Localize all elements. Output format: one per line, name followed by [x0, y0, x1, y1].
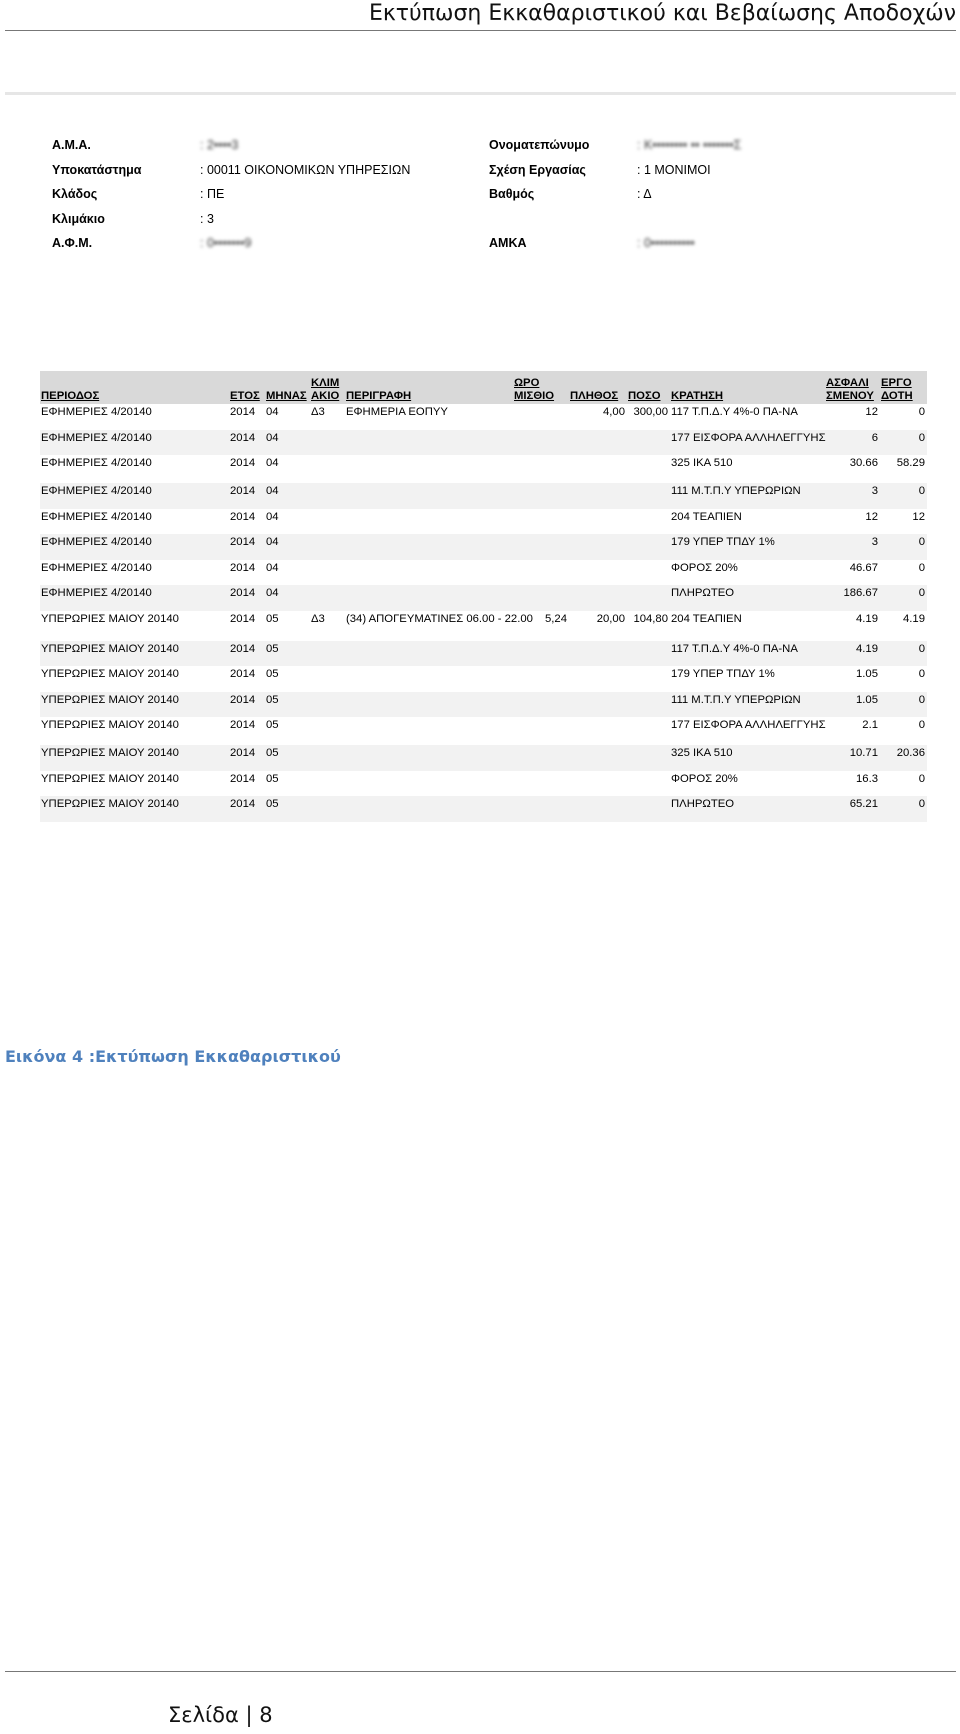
cell-hourly [513, 483, 569, 509]
cell-hourly [513, 692, 569, 718]
screenshot-top-edge [5, 92, 956, 95]
cell-deduction: 179 ΥΠΕΡ ΤΠΔΥ 1% [671, 668, 775, 680]
footer-divider [5, 1671, 956, 1672]
ama-value: : 2••••3 [200, 138, 239, 152]
cell-hourly [513, 641, 569, 667]
cell-period: ΥΠΕΡΩΡΙΕΣ ΜΑΙΟΥ 20140 [41, 668, 179, 680]
cell-insured: 2.1 [862, 719, 878, 731]
cell-period: ΕΦΗΜΕΡΙΕΣ 4/20140 [41, 406, 152, 418]
cell-employer: 20.36 [896, 747, 925, 759]
cell-amount [627, 692, 670, 718]
cell-month: 05 [266, 612, 279, 625]
info-row-ama [52, 138, 932, 163]
table-row [40, 483, 927, 509]
cell-grade [310, 717, 345, 745]
cell-grade [310, 692, 345, 718]
step-label: Κλιμάκιο [52, 211, 105, 226]
cell-hourly [513, 771, 569, 797]
col-header-deduction: ΚΡΑΤΗΣΗ [671, 390, 724, 402]
table-row [40, 430, 927, 456]
cell-month: 04 [266, 485, 279, 497]
cell-insured: 6 [871, 431, 878, 444]
cell-year: 2014 [230, 772, 256, 785]
cell-grade [310, 771, 345, 797]
cell-year: 2014 [230, 510, 256, 523]
cell-hourly [513, 455, 569, 483]
cell-month: 04 [266, 431, 279, 444]
cell-period: ΥΠΕΡΩΡΙΕΣ ΜΑΙΟΥ 20140 [41, 798, 179, 810]
table-row [40, 611, 927, 641]
cell-deduction: 204 ΤΕΑΠΙΕΝ [671, 612, 742, 625]
cell-amount: 300,00 [633, 406, 668, 418]
cell-employer: 0 [918, 561, 925, 574]
cell-month: 04 [266, 561, 279, 574]
info-row-sector [52, 187, 932, 212]
cell-grade [310, 534, 345, 560]
cell-amount [627, 796, 670, 822]
cell-deduction: ΠΛΗΡΩΤΕΟ [671, 798, 735, 810]
cell-amount [627, 641, 670, 667]
cell-hourly [513, 796, 569, 822]
cell-period: ΕΦΗΜΕΡΙΕΣ 4/20140 [41, 485, 152, 497]
cell-year: 2014 [230, 561, 256, 574]
cell-year: 2014 [230, 719, 256, 731]
cell-year: 2014 [230, 485, 256, 497]
cell-grade: Δ3 [311, 612, 325, 625]
cell-deduction: ΦΟΡΟΣ 20% [671, 772, 738, 785]
cell-hourly [513, 666, 569, 692]
cell-employer: 58.29 [896, 457, 925, 469]
col-header-description: ΠΕΡΙΓΡΑΦΗ [346, 390, 412, 402]
cell-grade [310, 509, 345, 535]
cell-year: 2014 [230, 536, 256, 548]
cell-grade [310, 430, 345, 456]
header-divider [5, 30, 956, 31]
amka-label: ΑΜΚΑ [489, 236, 527, 250]
cell-employer: 0 [918, 772, 925, 785]
cell-amount [627, 509, 670, 535]
cell-description [345, 585, 513, 611]
cell-quantity [569, 585, 627, 611]
table-header-row [40, 371, 927, 404]
cell-employer: 0 [918, 431, 925, 444]
table-row [40, 745, 927, 771]
cell-grade [310, 455, 345, 483]
cell-month: 05 [266, 642, 279, 655]
cell-employer: 0 [918, 693, 925, 706]
cell-period: ΥΠΕΡΩΡΙΕΣ ΜΑΙΟΥ 20140 [41, 612, 179, 625]
cell-description [345, 745, 513, 771]
cell-quantity [569, 509, 627, 535]
cell-description [345, 692, 513, 718]
cell-period: ΥΠΕΡΩΡΙΕΣ ΜΑΙΟΥ 20140 [41, 747, 179, 759]
cell-grade: Δ3 [311, 406, 325, 418]
cell-description [345, 509, 513, 535]
cell-insured: 1.05 [856, 668, 878, 680]
info-row-step [52, 212, 932, 237]
cell-period: ΕΦΗΜΕΡΙΕΣ 4/20140 [41, 510, 152, 523]
col-header-employer-top: ΕΡΓΟ [881, 377, 912, 389]
cell-grade [310, 641, 345, 667]
cell-period: ΥΠΕΡΩΡΙΕΣ ΜΑΙΟΥ 20140 [41, 719, 179, 731]
cell-deduction: 177 ΕΙΣΦΟΡΑ ΑΛΛΗΛΕΓΓΥΗΣ [671, 719, 826, 731]
cell-year: 2014 [230, 693, 256, 706]
cell-quantity [569, 430, 627, 456]
step-value: : 3 [200, 211, 214, 226]
cell-month: 04 [266, 587, 279, 599]
cell-description: ΕΦΗΜΕΡΙΑ ΕΟΠΥΥ [346, 406, 448, 418]
cell-year: 2014 [230, 747, 256, 759]
cell-grade [310, 666, 345, 692]
cell-deduction: ΠΛΗΡΩΤΕΟ [671, 587, 735, 599]
cell-quantity [569, 745, 627, 771]
info-row-branch [52, 163, 932, 188]
cell-hourly [513, 404, 569, 430]
cell-grade [310, 745, 345, 771]
cell-period: ΕΦΗΜΕΡΙΕΣ 4/20140 [41, 561, 152, 574]
cell-description: (34) ΑΠΟΓΕΥΜΑΤΙΝΕΣ 06.00 - 22.00 [346, 612, 533, 625]
cell-month: 05 [266, 772, 279, 785]
cell-employer: 0 [918, 587, 925, 599]
cell-amount [627, 560, 670, 586]
cell-insured: 3 [871, 536, 878, 548]
cell-deduction: 325 ΙΚΑ 510 [671, 457, 733, 469]
table-row [40, 717, 927, 745]
page-number: Σελίδα | 8 [168, 1703, 273, 1727]
cell-employer: 0 [918, 536, 925, 548]
cell-year: 2014 [230, 642, 256, 655]
cell-month: 05 [266, 798, 279, 810]
col-header-employer [880, 371, 927, 404]
cell-employer: 4.19 [903, 612, 925, 625]
col-header-hourly-top: ΩΡΟ [514, 377, 540, 389]
afm-label: Α.Φ.Μ. [52, 236, 93, 250]
rank-label: Βαθμός [489, 187, 535, 201]
cell-hourly [513, 717, 569, 745]
cell-grade [310, 796, 345, 822]
col-header-grade [310, 371, 345, 404]
cell-employer: 0 [918, 485, 925, 497]
page-header-title: Εκτύπωση Εκκαθαριστικού και Βεβαίωσης Αποδοχών [368, 1, 956, 26]
cell-quantity [569, 560, 627, 586]
cell-amount [627, 483, 670, 509]
cell-description [345, 796, 513, 822]
cell-description [345, 455, 513, 483]
cell-insured: 30.66 [849, 457, 878, 469]
cell-month: 05 [266, 747, 279, 759]
cell-employer: 0 [918, 798, 925, 810]
cell-grade [310, 560, 345, 586]
cell-amount [627, 534, 670, 560]
table-row [40, 404, 927, 430]
cell-insured: 12 [865, 510, 878, 523]
cell-hourly [513, 509, 569, 535]
cell-employer: 0 [918, 719, 925, 731]
cell-year: 2014 [230, 431, 256, 444]
table-row [40, 641, 927, 667]
cell-month: 05 [266, 693, 279, 706]
cell-description [345, 534, 513, 560]
cell-amount [627, 771, 670, 797]
cell-quantity [569, 455, 627, 483]
cell-deduction: 111 Μ.Τ.Π.Υ ΥΠΕΡΩΡΙΩΝ [671, 693, 801, 706]
cell-month: 05 [266, 668, 279, 680]
cell-period: ΕΦΗΜΕΡΙΕΣ 4/20140 [41, 431, 152, 444]
table-row [40, 585, 927, 611]
cell-deduction: 325 ΙΚΑ 510 [671, 747, 733, 759]
col-header-quantity: ΠΛΗΘΟΣ [570, 390, 619, 402]
cell-month: 04 [266, 510, 279, 523]
cell-period: ΥΠΕΡΩΡΙΕΣ ΜΑΙΟΥ 20140 [41, 693, 179, 706]
cell-amount [627, 585, 670, 611]
cell-description [345, 560, 513, 586]
cell-year: 2014 [230, 406, 256, 418]
col-header-hourly-bottom: ΜΙΣΘΙΟ [514, 390, 555, 402]
cell-amount: 104,80 [633, 612, 668, 625]
cell-insured: 4.19 [856, 612, 878, 625]
cell-month: 04 [266, 536, 279, 548]
col-header-insured-top: ΑΣΦΑΛΙ [826, 377, 869, 389]
cell-hourly [513, 430, 569, 456]
cell-description [345, 641, 513, 667]
col-header-grade-bottom: ΑΚΙΟ [311, 390, 340, 402]
cell-deduction: 117 Τ.Π.Δ.Υ 4%-0 ΠΑ-ΝΑ [671, 642, 798, 655]
afm-value: : 0•••••••9 [200, 236, 252, 250]
cell-period: ΥΠΕΡΩΡΙΕΣ ΜΑΙΟΥ 20140 [41, 642, 179, 655]
figure-caption: Εικόνα 4 :Εκτύπωση Εκκαθαριστικού [5, 1047, 341, 1066]
col-header-employer-bottom: ΔΟΤΗ [881, 390, 913, 402]
cell-month: 04 [266, 457, 279, 469]
col-header-amount: ΠΟΣΟ [628, 390, 661, 402]
cell-insured: 10.71 [849, 747, 878, 759]
cell-deduction: 177 ΕΙΣΦΟΡΑ ΑΛΛΗΛΕΓΓΥΗΣ [671, 431, 826, 444]
cell-employer: 0 [918, 406, 925, 418]
table-row [40, 534, 927, 560]
ama-label: Α.Μ.Α. [52, 138, 91, 152]
table-row [40, 692, 927, 718]
cell-year: 2014 [230, 457, 256, 469]
amka-value: : 0•••••••••• [637, 236, 695, 250]
payroll-table [40, 371, 927, 822]
table-row [40, 771, 927, 797]
cell-amount [627, 717, 670, 745]
cell-insured: 3 [871, 485, 878, 497]
cell-month: 05 [266, 719, 279, 731]
cell-insured: 16.3 [856, 772, 878, 785]
cell-insured: 186.67 [843, 587, 878, 599]
employment-relation-label: Σχέση Εργασίας [489, 162, 586, 177]
cell-quantity [569, 534, 627, 560]
cell-period: ΕΦΗΜΕΡΙΕΣ 4/20140 [41, 457, 152, 469]
cell-year: 2014 [230, 587, 256, 599]
cell-deduction: ΦΟΡΟΣ 20% [671, 561, 738, 574]
cell-amount [627, 430, 670, 456]
table-row [40, 455, 927, 483]
cell-grade [310, 483, 345, 509]
employment-relation-value: : 1 ΜΟΝΙΜΟΙ [637, 162, 711, 177]
table-row [40, 509, 927, 535]
cell-quantity [569, 483, 627, 509]
cell-insured: 4.19 [856, 642, 878, 655]
cell-quantity [569, 796, 627, 822]
cell-quantity [569, 717, 627, 745]
cell-hourly [513, 585, 569, 611]
cell-employer: 0 [918, 642, 925, 655]
cell-deduction: 179 ΥΠΕΡ ΤΠΔΥ 1% [671, 536, 775, 548]
cell-period: ΥΠΕΡΩΡΙΕΣ ΜΑΙΟΥ 20140 [41, 772, 179, 785]
fullname-value: : Κ•••••••• •• •••••••Σ [637, 138, 742, 152]
cell-grade [310, 585, 345, 611]
branch-value: : 00011 ΟΙΚΟΝΟΜΙΚΩΝ ΥΠΗΡΕΣΙΩΝ [200, 162, 411, 177]
cell-amount [627, 745, 670, 771]
cell-insured: 65.21 [849, 798, 878, 810]
cell-quantity [569, 666, 627, 692]
sector-label: Κλάδος [52, 187, 98, 201]
table-row [40, 560, 927, 586]
cell-employer: 12 [912, 510, 925, 523]
cell-quantity: 20,00 [596, 612, 625, 625]
col-header-insured-bottom: ΣΜΕΝΟΥ [826, 390, 874, 402]
col-header-insured [825, 371, 880, 404]
cell-description [345, 666, 513, 692]
cell-year: 2014 [230, 798, 256, 810]
cell-deduction: 111 Μ.Τ.Π.Υ ΥΠΕΡΩΡΙΩΝ [671, 485, 801, 497]
cell-period: ΕΦΗΜΕΡΙΕΣ 4/20140 [41, 587, 152, 599]
cell-description [345, 717, 513, 745]
cell-amount [627, 455, 670, 483]
cell-insured: 46.67 [849, 561, 878, 574]
cell-quantity: 4,00 [603, 406, 625, 418]
cell-year: 2014 [230, 668, 256, 680]
cell-description [345, 771, 513, 797]
cell-insured: 12 [865, 406, 878, 418]
cell-deduction: 204 ΤΕΑΠΙΕΝ [671, 510, 742, 523]
cell-quantity [569, 641, 627, 667]
cell-quantity [569, 771, 627, 797]
cell-hourly [513, 745, 569, 771]
table-row [40, 666, 927, 692]
cell-year: 2014 [230, 612, 256, 625]
cell-hourly [513, 534, 569, 560]
cell-amount [627, 666, 670, 692]
cell-employer: 0 [918, 668, 925, 680]
cell-period: ΕΦΗΜΕΡΙΕΣ 4/20140 [41, 536, 152, 548]
rank-value: : Δ [637, 187, 652, 201]
sector-value: : ΠΕ [200, 187, 225, 201]
info-row-afm [52, 236, 932, 261]
cell-hourly [513, 560, 569, 586]
cell-deduction: 117 Τ.Π.Δ.Υ 4%-0 ΠΑ-ΝΑ [671, 406, 798, 418]
col-header-month: ΜΗΝΑΣ [266, 390, 307, 402]
cell-insured: 1.05 [856, 693, 878, 706]
cell-description [345, 483, 513, 509]
fullname-label: Ονοματεπώνυμο [489, 138, 590, 152]
col-header-year: ΕΤΟΣ [230, 390, 260, 402]
cell-description [345, 430, 513, 456]
cell-quantity [569, 692, 627, 718]
col-header-period: ΠΕΡΙΟΔΟΣ [41, 390, 100, 402]
table-row [40, 796, 927, 822]
employee-info [52, 138, 932, 261]
cell-month: 04 [266, 406, 279, 418]
branch-label: Υποκατάστημα [52, 162, 142, 177]
col-header-grade-top: ΚΛΙΜ [311, 377, 340, 389]
col-header-hourly [513, 371, 569, 404]
cell-hourly: 5,24 [545, 612, 567, 625]
